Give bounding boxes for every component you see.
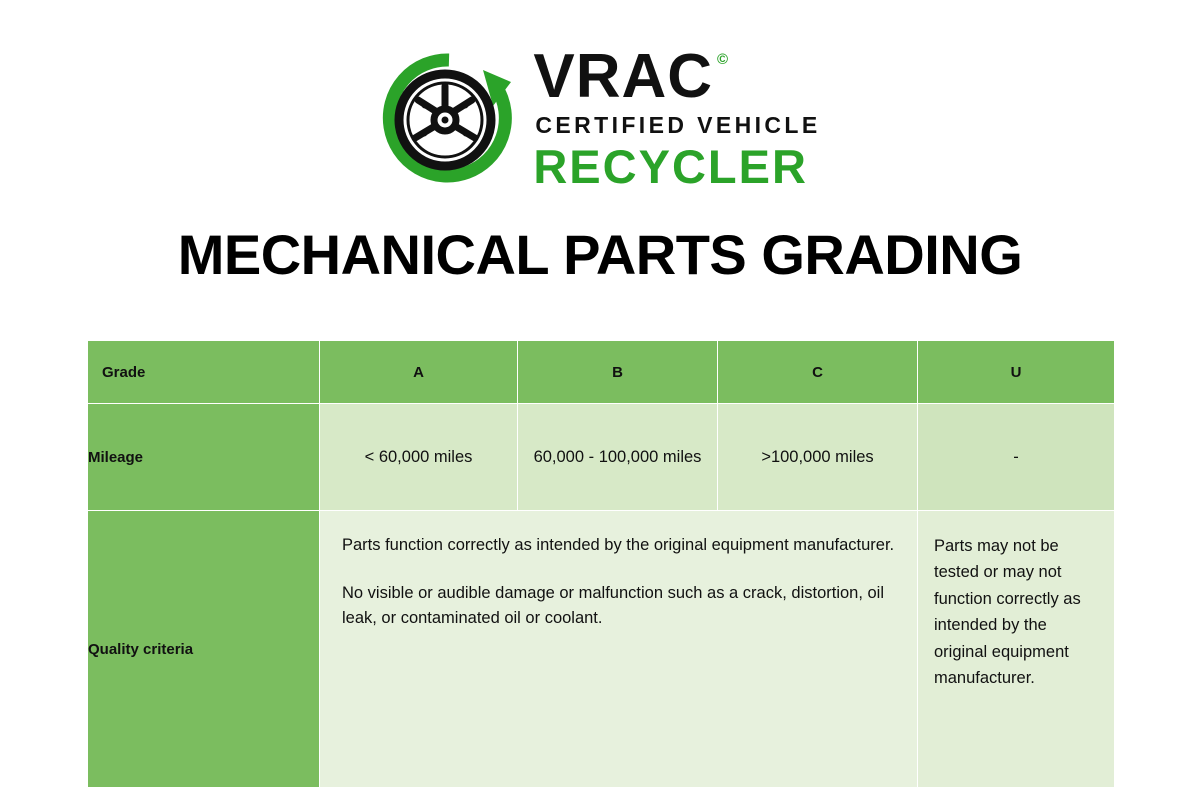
- vrac-logo: [0, 42, 1200, 193]
- header-grade-a: A: [320, 341, 518, 404]
- table-row-mileage: [88, 404, 1115, 511]
- table-row-quality-criteria: [88, 511, 1115, 788]
- mechanical-parts-grading-table: [87, 340, 1115, 788]
- mileage-grade-a: < 60,000 miles: [320, 404, 518, 511]
- logo-recycler-text: RECYCLER: [533, 140, 808, 193]
- logo-brand-row: [533, 42, 729, 111]
- page-title: MECHANICAL PARTS GRADING: [177, 223, 1023, 286]
- header-grade-c: C: [718, 341, 918, 404]
- logo-wordmark: [533, 42, 821, 193]
- quality-criteria-paragraph-1: Parts function correctly as intended by the original equipment manufacturer.: [342, 536, 895, 554]
- row-label-mileage: Mileage: [88, 404, 320, 511]
- table-header-row: [88, 341, 1115, 404]
- quality-criteria-u: Parts may not be tested or may not function correctly as intended by the original equipment manufacturer.: [918, 511, 1115, 788]
- mileage-grade-c: >100,000 miles: [718, 404, 918, 511]
- mileage-grade-b: 60,000 - 100,000 miles: [518, 404, 718, 511]
- copyright-icon: ©: [717, 51, 729, 68]
- header-grade-u: U: [918, 341, 1115, 404]
- logo-brand-text: VRAC: [533, 42, 714, 111]
- logo-tagline: CERTIFIED VEHICLE: [535, 112, 821, 138]
- row-label-quality-criteria: Quality criteria: [88, 511, 320, 788]
- header-grade-b: B: [518, 341, 718, 404]
- header-grade: Grade: [88, 341, 320, 404]
- quality-criteria-abc: [320, 511, 918, 788]
- logo-inner: [379, 42, 821, 193]
- recycle-wheel-icon: [379, 48, 519, 188]
- mileage-grade-u: -: [918, 404, 1115, 511]
- quality-criteria-paragraph-2: No visible or audible damage or malfunction such as a crack, distortion, oil leak, or contaminated oil or coolant.: [342, 583, 885, 628]
